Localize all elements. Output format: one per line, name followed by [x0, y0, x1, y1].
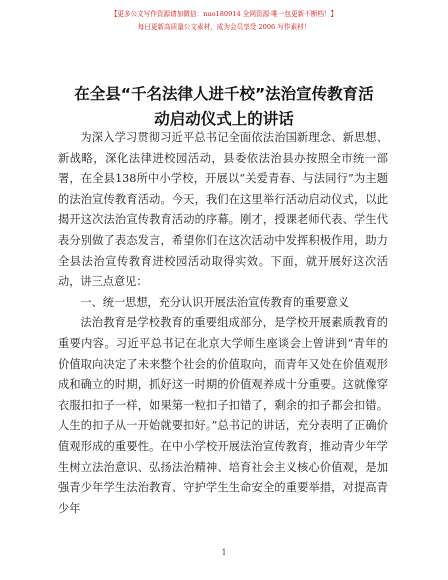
banner-line-2: 每日更新高质量公文素材，成为会员享受 2006 写作素材！	[137, 23, 311, 31]
title-line-2: 动启动仪式上的讲话	[154, 110, 294, 128]
header-banner	[0, 8, 448, 31]
document-body	[58, 128, 388, 519]
document-title	[40, 82, 408, 132]
paragraph-intro: 为深入学习贯彻习近平总书记全面依法治国新理念、新思想、新战略，深化法律进校园活动，县委依法治县办按照全市统一部署，在全县138所中小学校，开展以“关爱青春、与法同行”为主题的法治宣传教育活动。今天，我们在这里举行活动启动仪式，以此揭开这次法治宣传教育活动的序幕。刚才，授课老师代表、学生代表分别做了表态发言，希望你们在这次活动中发挥积极作用，助力全县法治宣传教育进校园活动取得实效。下面，就开展好这次活动，讲三点意见：	[58, 131, 388, 289]
banner-line-1: 【更多公文写作资源请加微信：nuo180914 全网资源·唯一包更新不断档！】	[110, 10, 338, 18]
title-line-1: 在全县“千名法律人进千校”法治宣传教育活	[74, 85, 374, 103]
page-number: 1	[221, 548, 227, 557]
paragraph-section-1: 法治教育是学校教育的重要组成部分，是学校开展素质教育的重要内容。习近平总书记在北京大学师生座谈会上曾讲到“青年的价值取向决定了未来整个社会的价值取向，而青年又处在价值观形成和确立的时期，抓好这一时期的价值观养成十分重要。这就像穿衣服扣扣子一样，如果第一粒扣子扣错了，剩余的扣子都会扣错。人生的扣子从一开始就要扣好。”总书记的讲话，充分表明了正确价值观形成的重要性。在中小学校开展法治宣传教育，推动青少年学生树立法治意识、弘扬法治精神、培育社会主义核心价值观，是加强青少年学生法治教育、守护学生生命安全的重要举措，对提高青少年	[58, 316, 388, 515]
section-heading-1: 一、统一思想，充分认识开展法治宣传教育的重要意义	[80, 295, 349, 309]
